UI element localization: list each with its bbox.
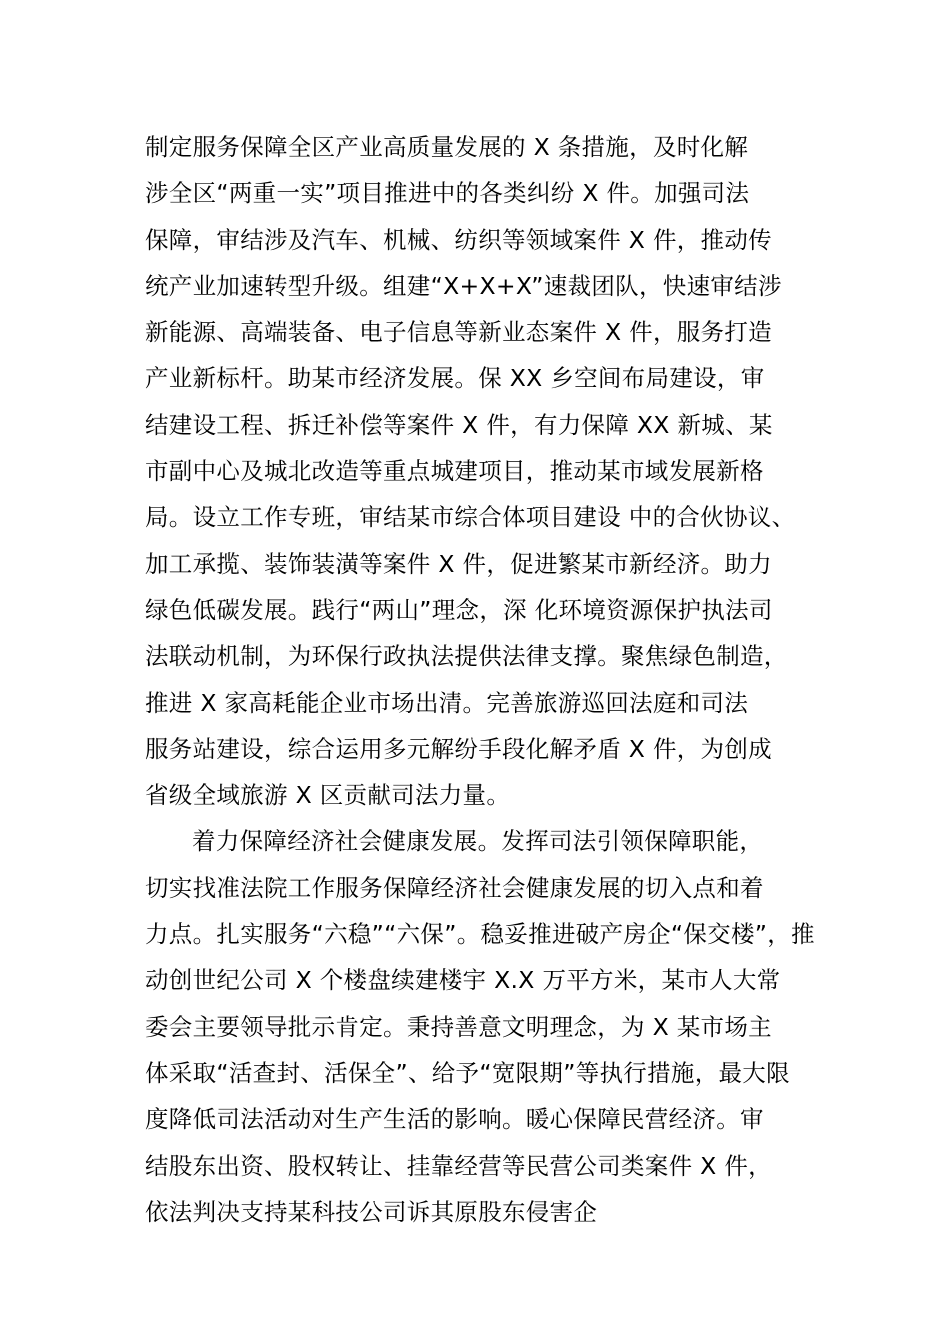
text-line: 结建设工程、拆迁补偿等案件 X 件，有力保障 XX 新城、某 xyxy=(145,410,773,439)
text-line-indented: 着力保障经济社会健康发展。发挥司法引领保障职能， xyxy=(192,827,764,856)
text-line: 统产业加速转型升级。组建“X+X+X”速裁团队，快速审结涉 xyxy=(145,271,782,300)
text-line: 力点。扎实服务“六稳”“六保”。稳妥推进破产房企“保交楼”，推 xyxy=(145,920,815,949)
text-line: 保障，审结涉及汽车、机械、纺织等领域案件 X 件，推动传 xyxy=(145,225,772,254)
text-line: 省级全域旅游 X 区贡献司法力量。 xyxy=(145,781,511,810)
text-line: 涉全区“两重一实”项目推进中的各类纠纷 X 件。加强司法 xyxy=(145,179,750,208)
text-line: 切实找准法院工作服务保障经济社会健康发展的切入点和着 xyxy=(145,873,764,902)
text-line: 加工承揽、装饰装潢等案件 X 件，促进繁某市新经济。助力 xyxy=(145,549,772,578)
text-line: 新能源、高端装备、电子信息等新业态案件 X 件，服务打造 xyxy=(145,318,772,347)
text-line: 市副中心及城北改造等重点城建项目，推动某市域发展新格 xyxy=(145,457,764,486)
text-line: 法联动机制，为环保行政执法提供法律支撑。聚焦绿色制造， xyxy=(145,642,788,671)
text-line: 体采取“活查封、活保全”、给予“宽限期”等执行措施，最大限 xyxy=(145,1058,790,1087)
text-line: 产业新标杆。助某市经济发展。保 XX 乡空间布局建设，审 xyxy=(145,364,765,393)
text-line: 动创世纪公司 X 个楼盘续建楼宇 X.X 万平方米，某市人大常 xyxy=(145,966,781,995)
text-line: 度降低司法活动对生产生活的影响。暖心保障民营经济。审 xyxy=(145,1105,764,1134)
text-line: 结股东出资、股权转让、挂靠经营等民营公司类案件 X 件， xyxy=(145,1151,772,1180)
text-line: 绿色低碳发展。践行“两山”理念，深 化环境资源保护执法司 xyxy=(145,595,773,624)
text-line: 服务站建设，综合运用多元解纷手段化解矛盾 X 件，为创成 xyxy=(145,734,772,763)
paragraph-1 xyxy=(145,124,845,818)
text-line: 局。设立工作专班，审结某市综合体项目建设 中的合伙协议、 xyxy=(145,503,796,532)
text-line: 委会主要领导批示肯定。秉持善意文明理念，为 X 某市场主 xyxy=(145,1012,772,1041)
text-line: 依法判决支持某科技公司诉其原股东侵害企 xyxy=(145,1197,598,1226)
paragraph-2 xyxy=(145,818,845,1235)
text-line: 制定服务保障全区产业高质量发展的 X 条措施，及时化解 xyxy=(145,133,749,161)
body-text xyxy=(145,124,845,1235)
text-line: 推进 X 家高耗能企业市场出清。完善旅游巡回法庭和司法 xyxy=(145,688,749,717)
